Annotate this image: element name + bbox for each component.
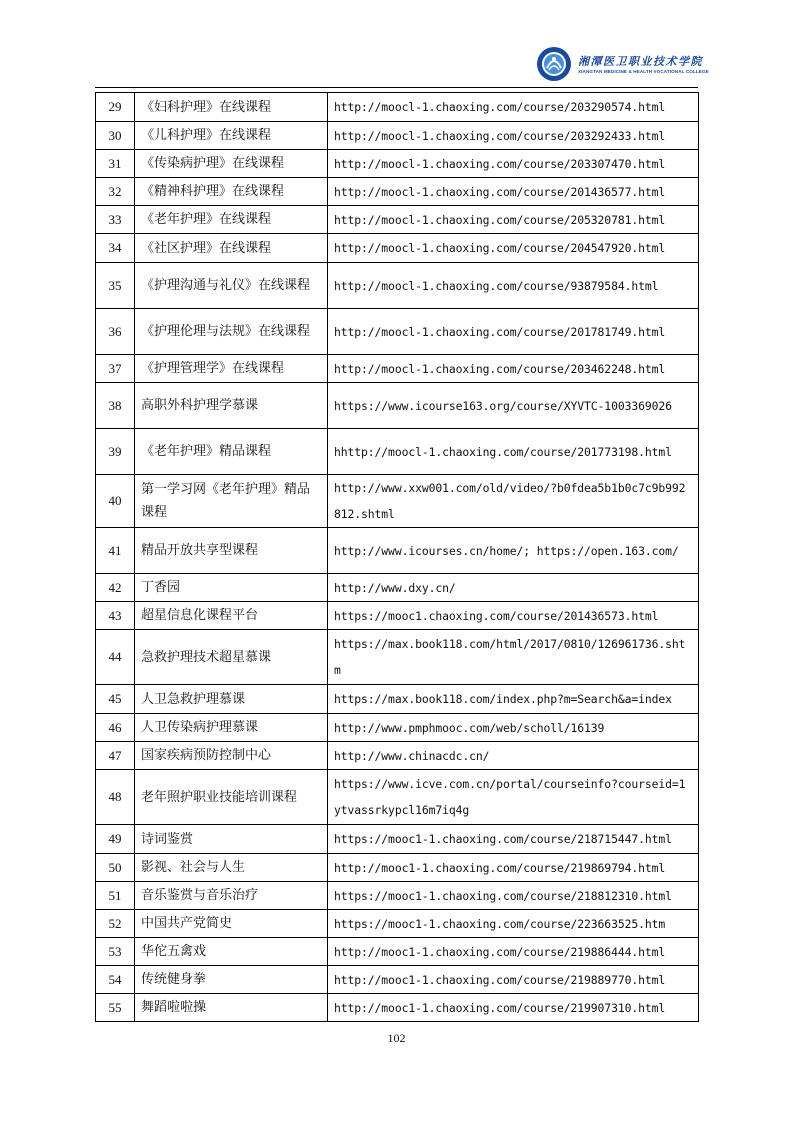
course-url[interactable]: http://moocl-1.chaoxing.com/course/205320781.html xyxy=(328,206,699,234)
course-name: 《精神科护理》在线课程 xyxy=(135,178,328,206)
table-row xyxy=(96,882,699,910)
course-name: 《老年护理》精品课程 xyxy=(135,429,328,475)
table-row xyxy=(96,770,699,825)
college-name-en: XIANGTAN MEDICINE & HEALTH VOCATIONAL COLLEGE xyxy=(578,69,709,74)
row-number: 41 xyxy=(96,528,135,574)
table-row xyxy=(96,122,699,150)
course-name: 老年照护职业技能培训课程 xyxy=(135,770,328,825)
course-name: 高职外科护理学慕课 xyxy=(135,383,328,429)
course-name: 舞蹈啦啦操 xyxy=(135,994,328,1022)
course-url[interactable]: http://mooc1-1.chaoxing.com/course/219869794.html xyxy=(328,854,699,882)
table-row xyxy=(96,742,699,770)
table-row xyxy=(96,602,699,630)
course-url[interactable]: hhttp://moocl-1.chaoxing.com/course/201773198.html xyxy=(328,429,699,475)
table-row xyxy=(96,475,699,528)
course-name: 超星信息化课程平台 xyxy=(135,602,328,630)
table-row xyxy=(96,910,699,938)
course-url[interactable]: http://moocl-1.chaoxing.com/course/203292433.html xyxy=(328,122,699,150)
course-name: 音乐鉴赏与音乐治疗 xyxy=(135,882,328,910)
course-url[interactable]: https://max.book118.com/index.php?m=Search&a=index xyxy=(328,685,699,714)
table-row xyxy=(96,178,699,206)
course-url[interactable]: http://www.xxw001.com/old/video/?b0fdea5b1b0c7c9b992812.shtml xyxy=(328,475,699,528)
table-row xyxy=(96,854,699,882)
row-number: 55 xyxy=(96,994,135,1022)
course-name: 《老年护理》在线课程 xyxy=(135,206,328,234)
course-url[interactable]: http://moocl-1.chaoxing.com/course/203462248.html xyxy=(328,355,699,383)
course-name: 中国共产党简史 xyxy=(135,910,328,938)
course-url[interactable]: http://www.icourses.cn/home/; https://open.163.com/ xyxy=(328,528,699,574)
row-number: 44 xyxy=(96,630,135,685)
table-row xyxy=(96,383,699,429)
course-url[interactable]: http://www.pmphmooc.com/web/scholl/16139 xyxy=(328,714,699,742)
course-name: 急救护理技术超星慕课 xyxy=(135,630,328,685)
row-number: 31 xyxy=(96,150,135,178)
course-url[interactable]: https://mooc1-1.chaoxing.com/course/218715447.html xyxy=(328,825,699,854)
row-number: 48 xyxy=(96,770,135,825)
table-row xyxy=(96,994,699,1022)
course-url[interactable]: http://mooc1-1.chaoxing.com/course/219907310.html xyxy=(328,994,699,1022)
course-url[interactable]: https://mooc1.chaoxing.com/course/201436573.html xyxy=(328,602,699,630)
table-row xyxy=(96,630,699,685)
course-name: 精品开放共享型课程 xyxy=(135,528,328,574)
course-url[interactable]: https://max.book118.com/html/2017/0810/126961736.shtm xyxy=(328,630,699,685)
course-url[interactable]: https://www.icve.com.cn/portal/courseinfo?courseid=1ytvassrkypcl16m7iq4g xyxy=(328,770,699,825)
course-name: 诗词鉴赏 xyxy=(135,825,328,854)
course-url[interactable]: http://moocl-1.chaoxing.com/course/93879584.html xyxy=(328,263,699,309)
page-number: 102 xyxy=(387,1031,406,1045)
online-course-table xyxy=(95,92,699,1022)
course-url[interactable]: https://mooc1-1.chaoxing.com/course/223663525.htm xyxy=(328,910,699,938)
course-name: 《护理伦理与法规》在线课程 xyxy=(135,309,328,355)
table-row xyxy=(96,93,699,122)
row-number: 54 xyxy=(96,966,135,994)
course-name: 《传染病护理》在线课程 xyxy=(135,150,328,178)
college-header xyxy=(526,44,716,84)
table-row xyxy=(96,263,699,309)
row-number: 38 xyxy=(96,383,135,429)
row-number: 50 xyxy=(96,854,135,882)
table-row xyxy=(96,355,699,383)
table-row xyxy=(96,714,699,742)
table-row xyxy=(96,234,699,263)
college-logo xyxy=(536,46,572,82)
table-row xyxy=(96,429,699,475)
table-row xyxy=(96,825,699,854)
row-number: 33 xyxy=(96,206,135,234)
table-row xyxy=(96,685,699,714)
row-number: 51 xyxy=(96,882,135,910)
course-name: 第一学习网《老年护理》精品课程 xyxy=(135,475,328,528)
course-name: 影视、社会与人生 xyxy=(135,854,328,882)
table-row xyxy=(96,938,699,966)
course-name: 传统健身拳 xyxy=(135,966,328,994)
table-row xyxy=(96,528,699,574)
row-number: 42 xyxy=(96,574,135,602)
row-number: 47 xyxy=(96,742,135,770)
table-row xyxy=(96,150,699,178)
course-name: 《妇科护理》在线课程 xyxy=(135,93,328,122)
row-number: 52 xyxy=(96,910,135,938)
table-row xyxy=(96,206,699,234)
course-url[interactable]: http://mooc1-1.chaoxing.com/course/219889770.html xyxy=(328,966,699,994)
course-name: 人卫传染病护理慕课 xyxy=(135,714,328,742)
course-name: 《儿科护理》在线课程 xyxy=(135,122,328,150)
college-name-cn: 湘潭医卫职业技术学院 xyxy=(578,55,703,68)
course-url[interactable]: http://moocl-1.chaoxing.com/course/201436577.html xyxy=(328,178,699,206)
row-number: 35 xyxy=(96,263,135,309)
header-divider xyxy=(95,87,698,88)
course-url[interactable]: http://moocl-1.chaoxing.com/course/203290574.html xyxy=(328,93,699,122)
course-name: 丁香园 xyxy=(135,574,328,602)
row-number: 46 xyxy=(96,714,135,742)
course-name: 国家疾病预防控制中心 xyxy=(135,742,328,770)
row-number: 43 xyxy=(96,602,135,630)
row-number: 37 xyxy=(96,355,135,383)
row-number: 49 xyxy=(96,825,135,854)
table-row xyxy=(96,574,699,602)
course-url[interactable]: http://moocl-1.chaoxing.com/course/203307470.html xyxy=(328,150,699,178)
course-name: 《护理管理学》在线课程 xyxy=(135,355,328,383)
table-row xyxy=(96,966,699,994)
row-number: 30 xyxy=(96,122,135,150)
course-name: 华佗五禽戏 xyxy=(135,938,328,966)
row-number: 39 xyxy=(96,429,135,475)
course-url[interactable]: https://mooc1-1.chaoxing.com/course/218812310.html xyxy=(328,882,699,910)
course-url[interactable]: http://www.chinacdc.cn/ xyxy=(328,742,699,770)
course-name: 《护理沟通与礼仪》在线课程 xyxy=(135,263,328,309)
row-number: 29 xyxy=(96,93,135,122)
course-name: 人卫急救护理慕课 xyxy=(135,685,328,714)
row-number: 40 xyxy=(96,475,135,528)
row-number: 36 xyxy=(96,309,135,355)
row-number: 32 xyxy=(96,178,135,206)
row-number: 34 xyxy=(96,234,135,263)
course-url[interactable]: http://moocl-1.chaoxing.com/course/204547920.html xyxy=(328,234,699,263)
table-row xyxy=(96,309,699,355)
course-url[interactable]: http://www.dxy.cn/ xyxy=(328,574,699,602)
course-url[interactable]: http://moocl-1.chaoxing.com/course/201781749.html xyxy=(328,309,699,355)
course-name: 《社区护理》在线课程 xyxy=(135,234,328,263)
row-number: 45 xyxy=(96,685,135,714)
course-url[interactable]: http://mooc1-1.chaoxing.com/course/219886444.html xyxy=(328,938,699,966)
row-number: 53 xyxy=(96,938,135,966)
course-url[interactable]: https://www.icourse163.org/course/XYVTC-1003369026 xyxy=(328,383,699,429)
